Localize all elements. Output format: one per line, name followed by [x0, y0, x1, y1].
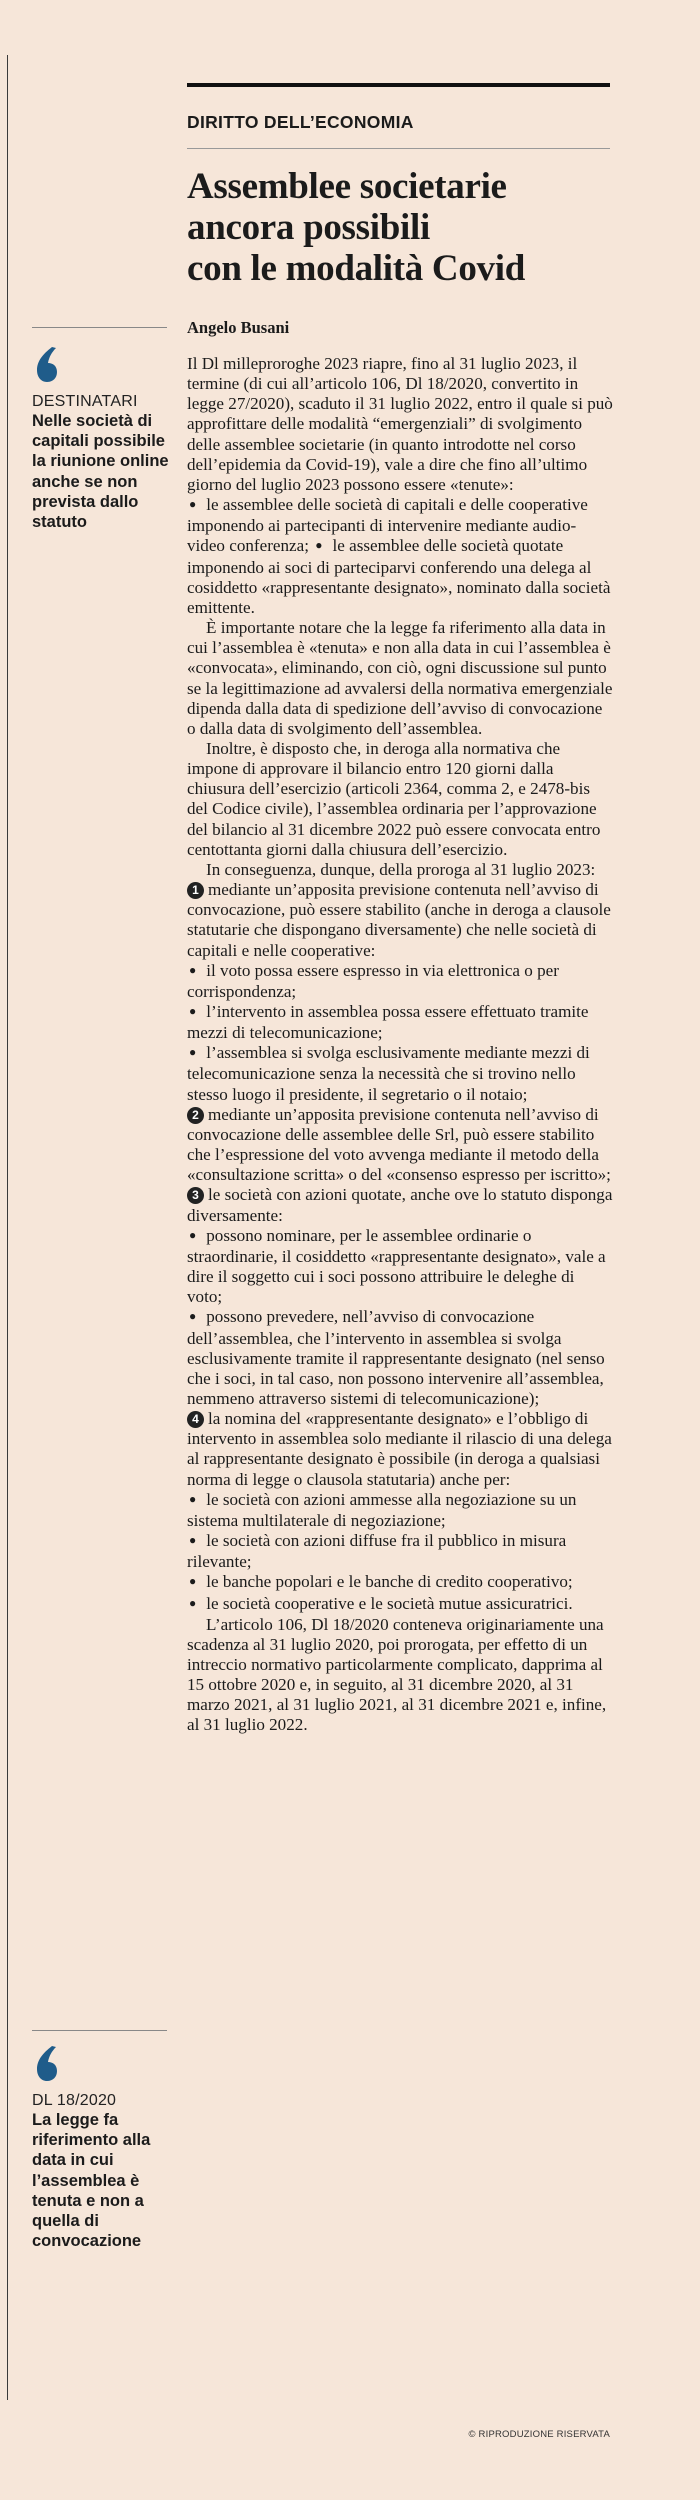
bullet-icon: ●	[189, 1309, 197, 1324]
bullet-text: possono nominare, per le assemblee ordinarie o straordinarie, il cosiddetto «rappresentante designato», vale a dire il soggetto cui i soci possono attribuire le deleghe di voto;	[187, 1225, 606, 1307]
left-margin-rule	[7, 55, 8, 2400]
number-badge: 4	[187, 1411, 204, 1428]
article-body	[187, 354, 613, 1736]
quote-icon	[32, 345, 62, 385]
bullet-text: le assemblee delle società di capitali e delle cooperative imponendo ai partecipanti di intervenire mediante audio-video conferenza;	[187, 495, 588, 556]
bullet-item	[187, 1307, 613, 1409]
author-byline: Angelo Busani	[187, 318, 290, 337]
number-badge: 1	[187, 882, 204, 899]
numbered-item	[187, 1409, 613, 1490]
header-rule	[187, 83, 610, 87]
article-title	[187, 166, 617, 289]
bullet-icon: ●	[189, 1574, 197, 1589]
bullet-text: le società con azioni ammesse alla negoziazione su un sistema multilaterale di negoziazione;	[187, 1489, 577, 1530]
bullet-text: le società cooperative e le società mutue assicuratrici.	[206, 1593, 573, 1613]
paragraph: L’articolo 106, Dl 18/2020 conteneva originariamente una scadenza al 31 luglio 2020, poi prorogata, per effetto di un intreccio normativo particolarmente complicato, dapprima al 15 ottobre 2020 e, in seguito, al 31 dicembre 2020, al 31 marzo 2021, al 31 luglio 2021, al 31 dicembre 2021 e, infine, al 31 luglio 2022.	[187, 1614, 607, 1735]
title-line: con le modalità Covid	[187, 248, 526, 289]
bullet-icon: ●	[189, 962, 197, 977]
bullet-item	[187, 1226, 613, 1308]
bullet-icon: ●	[189, 1595, 197, 1610]
paragraph: In conseguenza, dunque, della proroga al 31 luglio 2023:	[206, 859, 596, 879]
bullet-item	[187, 1531, 613, 1572]
title-line: Assemblee societarie	[187, 166, 507, 207]
bullet-text: le banche popolari e le banche di credito cooperativo;	[206, 1572, 573, 1592]
bullet-text: l’intervento in assemblea possa essere effettuato tramite mezzi di telecomunicazione;	[187, 1002, 589, 1043]
sidebar-label: DESTINATARI	[32, 393, 138, 410]
numbered-item	[187, 1185, 613, 1225]
numbered-item	[187, 1105, 613, 1186]
quote-icon	[32, 2044, 62, 2084]
item-text: la nomina del «rappresentante designato» e l’obbligo di intervento in assemblea solo mediante il rilascio di una delega al rappresentante designato è possibile (in deroga a qualsiasi norma di legge o clausola statutaria) anche per:	[187, 1409, 612, 1489]
bullet-icon: ●	[189, 497, 197, 512]
section-label: DIRITTO DELL’ECONOMIA	[187, 112, 414, 132]
paragraph	[187, 354, 613, 618]
bullet-icon: ●	[189, 1491, 197, 1506]
sidebar-rule	[32, 327, 167, 328]
bullet-text: il voto possa essere espresso in via elettronica o per corrispondenza;	[187, 960, 559, 1001]
paragraph: Inoltre, è disposto che, in deroga alla normativa che impone di approvare il bilancio entro 120 giorni dalla chiusura dell’esercizio (articoli 2364, comma 2, e 2478-bis del Codice civile), l’assemblea ordinaria per l’approvazione del bilancio al 31 dicembre 2022 può essere convocata entro centottanta giorni dalla chiusura dell’esercizio.	[187, 738, 601, 859]
number-badge: 3	[187, 1187, 204, 1204]
section-divider	[187, 148, 610, 149]
bullet-text: le assemblee delle società quotate imponendo ai soci di parteciparvi conferendo una delega al cosiddetto «rappresentante designato», nominato dalla società emittente.	[187, 536, 611, 617]
bullet-icon: ●	[189, 1004, 197, 1018]
bullet-item	[187, 1572, 613, 1593]
bullet-icon: ●	[189, 1227, 197, 1242]
bullet-item	[187, 961, 613, 1002]
numbered-item	[187, 880, 613, 961]
bullet-text: possono prevedere, nell’avviso di convocazione dell’assemblea, che l’intervento in assemblea si svolga esclusivamente tramite il rappresentante designato (nel senso che i soci, in tal caso, non possono intervenire all’assemblea, nemmeno attraverso sistemi di telecomunicazione);	[187, 1307, 605, 1408]
copyright-credit: © RIPRODUZIONE RISERVATA	[468, 2429, 610, 2440]
sidebar-note-recipients	[32, 345, 172, 532]
number-badge: 2	[187, 1107, 204, 1124]
title-line: ancora possibili	[187, 207, 430, 248]
bullet-icon: ●	[189, 1045, 197, 1060]
sidebar-text: La legge fa riferimento alla data in cui l’assemblea è tenuta e non a quella di convocazione	[32, 2111, 151, 2251]
item-text: mediante un’apposita previsione contenuta nell’avviso di convocazione, può essere stabilito (anche in deroga a clausole statutarie che dispongano diversamente) che nelle società di capitali e nelle cooperative:	[187, 880, 611, 960]
sidebar-note-dl	[32, 2044, 172, 2251]
bullet-text: le società con azioni diffuse fra il pubblico in misura rilevante;	[187, 1531, 567, 1572]
bullet-item	[187, 1043, 613, 1104]
bullet-item	[187, 1002, 613, 1043]
bullet-item	[187, 1490, 613, 1531]
sidebar-rule	[32, 2030, 167, 2031]
bullet-icon: ●	[315, 538, 323, 553]
paragraph: È importante notare che la legge fa riferimento alla data in cui l’assemblea è «tenuta» e non alla data in cui l’assemblea è «convocata», eliminando, con ciò, ogni discussione sul punto se la legittimazione ad avvalersi della normativa emergenziale dipenda dalla data di spedizione dell’avviso di convocazione o dalla data di svolgimento dell’assemblea.	[187, 618, 613, 738]
paragraph-text: Il Dl milleproroghe 2023 riapre, fino al 31 luglio 2023, il termine (di cui all’articolo 106, Dl 18/2020, convertito in legge 27/2020), scaduto il 31 luglio 2022, entro il quale si può approfittare delle modalità “emergenziali” di svolgimento delle assemblee societarie (in quanto introdotte nel corso dell’epidemia da Covid-19), vale a dire che fino all’ultimo giorno del luglio 2023 possono essere «tenute»:	[187, 354, 613, 494]
item-text: le società con azioni quotate, anche ove lo statuto disponga diversamente:	[187, 1185, 613, 1225]
bullet-icon: ●	[189, 1533, 197, 1548]
sidebar-text: Nelle società di capitali possibile la riunione online anche se non prevista dallo statuto	[32, 412, 169, 532]
item-text: mediante un’apposita previsione contenuta nell’avviso di convocazione delle assemblee delle Srl, può essere stabilito che l’espressione del voto avvenga mediante il metodo della «consultazione scritta» o del «consenso espresso per iscritto»;	[187, 1104, 611, 1185]
bullet-item	[187, 1594, 613, 1615]
sidebar-label: DL 18/2020	[32, 2092, 117, 2109]
bullet-text: l’assemblea si svolga esclusivamente mediante mezzi di telecomunicazione senza la necessità che si trovino nello stesso luogo il presidente, il segretario o il notaio;	[187, 1043, 590, 1104]
